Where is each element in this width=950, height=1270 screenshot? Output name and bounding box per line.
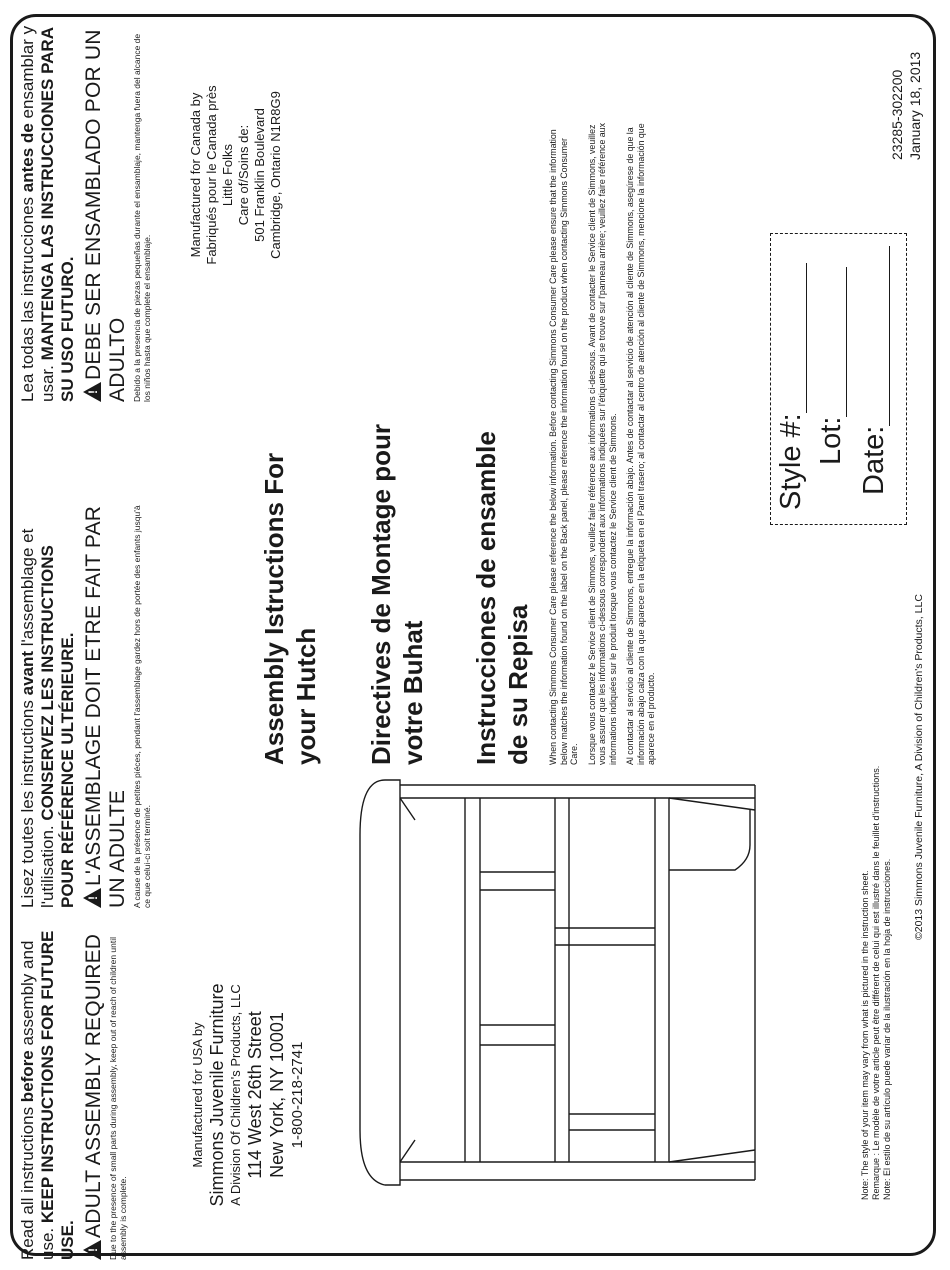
- title-spanish-line2: de su Repisa: [503, 604, 533, 765]
- usa-phone: 1-800-218-2741: [289, 1041, 306, 1149]
- canada-care: Care of/Soins de:: [236, 124, 251, 226]
- french-warning: ! L'ASSEMBLAGE DOIT ETRE FAIT PAR UN ADULTE: [82, 498, 130, 908]
- date-blank[interactable]: [863, 246, 890, 426]
- notes-block: [860, 580, 893, 1200]
- canada-street: 501 Franklin Boulevard: [252, 108, 267, 242]
- consumer-care-english: When contacting Simmons Consumer Care please reference the below information. Before contacting Simmons Consumer Care please ensure that the information below matches the information found on the label on the Back panel, please reference the information found on the product when contacting Simmons Consumer Care.: [548, 129, 579, 765]
- usa-division: A Division Of Children's Products, LLC: [228, 984, 243, 1206]
- english-warning: !ADULT ASSEMBLY REQUIRED: [82, 920, 106, 1260]
- consumer-care-spanish: Al contactar al servicio al cliente de Simmons, entregue la información abajo. Antes de contactar al servicio de atención al cliente de Simmons, asegúrese de que la información abajo calza con la que aparece en la etiqueta en el Panel trasero; al contactar al centro de atención al cliente de Simmons, mencione la información que aparece en el producto.: [625, 123, 656, 765]
- spanish-intro-block: [18, 22, 152, 402]
- warning-icon: [83, 1240, 101, 1260]
- french-small-parts: A cause de la présence de petites piéces, pendant l'assemblage gardez hors de portée des enfants jusqu'à ce que celui-ci soit terminé.: [132, 505, 152, 908]
- note-french: Remarque : Le modèle de votre article peut être différent de celui qui est illustré dans le feuillet d'instructions.: [871, 765, 881, 1200]
- french-intro: Lisez toutes les instructions avant l'assemblage et l'utilisation. CONSERVEZ LES INSTRUCTIONS POUR RÉFÉRENCE ULTÉRIEURE.: [18, 528, 77, 908]
- title-spanish: [470, 305, 534, 765]
- title-french-line1: Directives de Montage pour: [366, 424, 396, 765]
- canada-city: Cambridge, Ontario N1R8G9: [268, 91, 283, 259]
- style-blank[interactable]: [780, 263, 807, 413]
- hutch-icon: [355, 770, 765, 1190]
- canada-company: Little Folks: [220, 143, 235, 207]
- english-intro: Read all instructions before assembly and use. KEEP INSTRUCTIONS FOR FUTURE USE.: [18, 930, 77, 1260]
- usa-street: 114 West 26th Street: [245, 1011, 265, 1179]
- document-id-block: [888, 20, 924, 160]
- lot-blank[interactable]: [820, 267, 847, 417]
- spanish-intro: Lea todas las instrucciones antes de ensamblar y usar. MANTENGA LAS INSTRUCCIONES PARA SU USO FUTURO.: [18, 25, 77, 402]
- style-field[interactable]: [775, 263, 807, 510]
- usa-label: Manufactured for USA by: [190, 1022, 205, 1168]
- french-intro-block: [18, 498, 152, 908]
- note-english: Note: The style of your item may vary from what is pictured in the instruction sheet.: [860, 870, 870, 1200]
- hutch-illustration: [355, 770, 765, 1190]
- usa-manufacturer: [190, 980, 307, 1210]
- consumer-care-block: [548, 115, 664, 765]
- title-french: [365, 305, 429, 765]
- style-label: Style #:: [775, 413, 807, 510]
- canada-label-en: Manufactured for Canada by: [188, 92, 203, 258]
- note-spanish: Note: El estilo de su artículo puede variar de la ilustración en la hoja de instrucciones.: [882, 858, 892, 1200]
- document-date: January 18, 2013: [907, 51, 923, 160]
- consumer-care-french: Lorsque vous contactez le Service client de Simmons, veuillez faire référence aux informations ci-dessous. Avant de contacter le Service client de Simmons, veuillez vous assurer que les informations ci-dessous correspondent aux informations indiquées sur l'étiquette qui se trouve sur l'panneau arrière; veuillez faire référence aux informations indiquées sur le produit lorsque vous contactez le Service client de Simmons.: [586, 123, 618, 765]
- english-intro-block: [18, 920, 128, 1260]
- usa-city: New York, NY 10001: [267, 1012, 287, 1178]
- lot-label: Lot:: [815, 416, 847, 465]
- canada-manufacturer: [188, 70, 284, 280]
- title-english-line2: your Hutch: [291, 627, 321, 765]
- title-spanish-line1: Instrucciones de ensamble: [471, 431, 501, 765]
- date-label: Date:: [858, 425, 890, 495]
- usa-company: Simmons Juvenile Furniture: [207, 983, 227, 1207]
- lot-field[interactable]: [815, 267, 847, 465]
- title-english-line1: Assembly Istructions For: [259, 452, 289, 765]
- spanish-small-parts: Debido a la presencia de piezas pequeñas durante el ensamblaje, mantenga fuera del alcance de los niños hasta que complete el ensamblaje.: [132, 33, 152, 402]
- spanish-warning: ! DEBE SER ENSAMBLADO POR UN ADULTO: [82, 22, 130, 402]
- title-english: [258, 305, 322, 765]
- warning-icon: [83, 382, 101, 402]
- warning-icon: [83, 888, 101, 908]
- part-number: 23285-302200: [889, 69, 905, 160]
- english-small-parts: Due to the presence of small parts during assembly, keep out of reach of children until assembly is complete.: [108, 936, 128, 1260]
- canada-label-fr: Fabriqués pour le Canada près: [204, 85, 219, 265]
- copyright: ©2013 Simmons Juvenile Furniture, A Division of Children's Products, LLC: [913, 594, 925, 940]
- title-french-line2: votre Buhat: [398, 620, 428, 765]
- date-field[interactable]: [858, 246, 890, 495]
